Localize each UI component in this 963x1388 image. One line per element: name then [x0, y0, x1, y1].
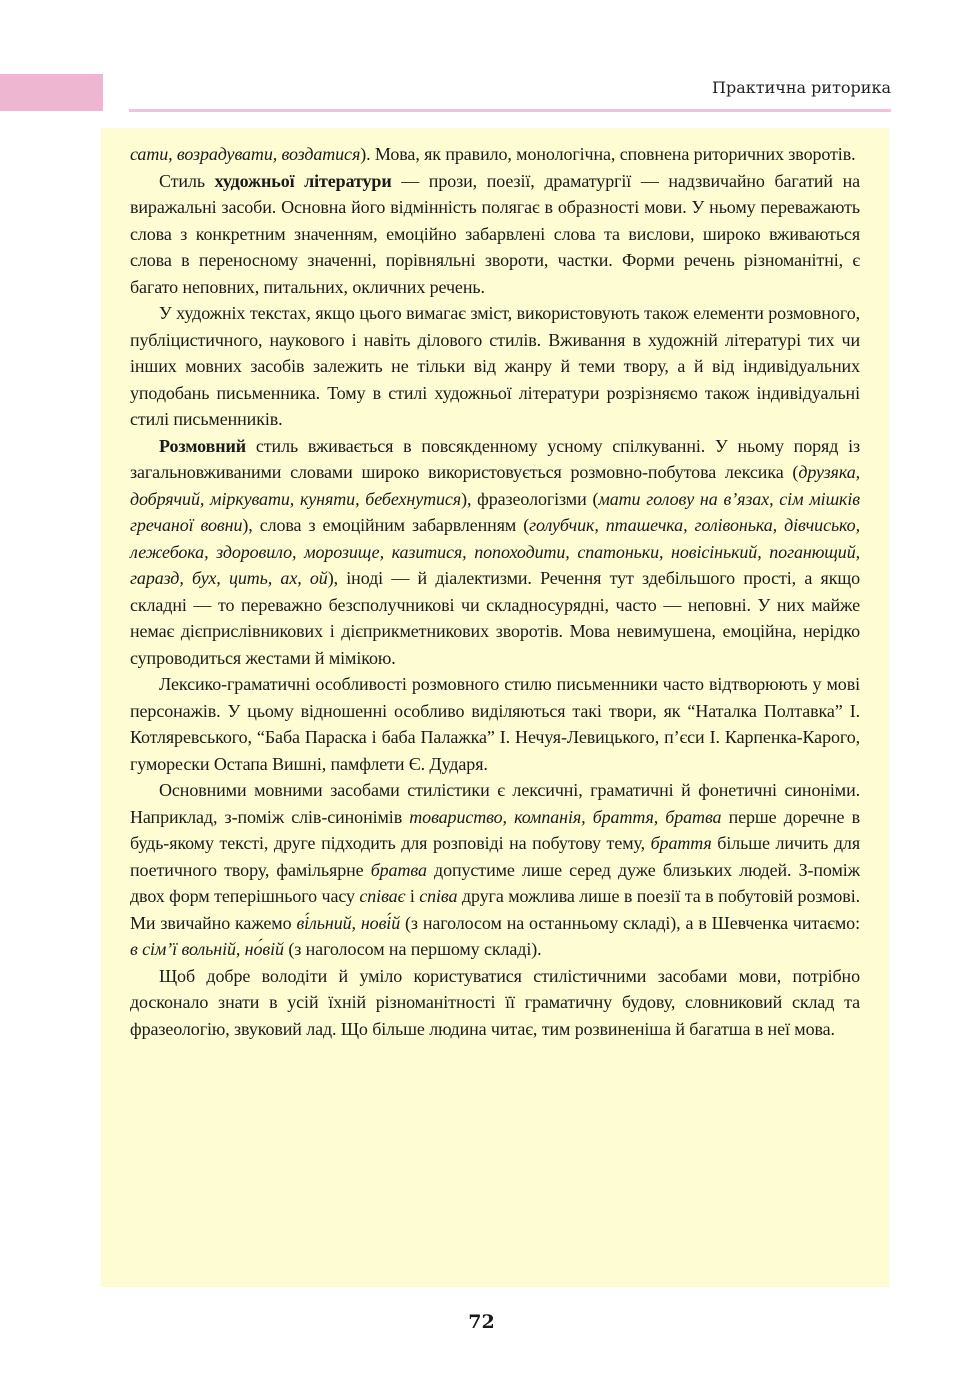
text-run: ), фразеологізми (: [461, 488, 599, 509]
text-run: (з наголосом на першому складі).: [283, 939, 542, 959]
text-run: ), слова з емоційним забарвленням (: [242, 515, 530, 535]
italic-example-text: товариство, компанія, браття, братва: [409, 806, 722, 827]
text-run: (з наголосом на останньому складі), а в Шевченка читаємо:: [400, 912, 860, 933]
italic-example-text: браття: [650, 833, 712, 853]
paragraph-4: [130, 433, 860, 672]
paragraph-7: [130, 963, 860, 1043]
page-number: 72: [468, 1311, 495, 1333]
text-run: Щоб добре володіти й уміло користуватися стилістичними засобами мови, потрібно досконало знати в усій їхній різноманітності її граматичну будову, словниковий склад та фразеологію, звуковий лад. Що більше людина читає, тим розвиненіша й багатша в неї мова.: [130, 965, 860, 1039]
italic-example-text: в сім’ї вольній, но́вій: [130, 939, 284, 959]
text-run: перше доречне в будь-якому тексті, друге підходить для розповіді на побутову тему,: [130, 806, 860, 853]
text-run: і: [405, 886, 420, 906]
paragraph-1: [130, 141, 860, 168]
bold-term: художньої літератури: [214, 170, 392, 191]
italic-example-text: голубчик, пташечка, голівонька, дівчисько, лежебока, здоровило, морозище, казитися, попоходити, спатоньки, новісінький, поганющий, гаразд, бух, цить, ах, ой: [130, 515, 860, 588]
text-run: друга можлива лише в поезії та в побутовій розмові. Ми звичайно кажемо: [130, 886, 860, 933]
paragraph-3: [130, 300, 860, 433]
text-run: ), іноді — й діалектизми. Речення тут здебільшого прості, а якщо складні — то переважно безсполучникові чи складносурядні, часто — неповні. У них майже немає дієприслівникових і дієприкметникових зворотів. Мова невимушена, емоційна, нерідко супроводиться жестами й мімікою.: [130, 568, 861, 668]
running-header-title: Практична риторика: [712, 78, 891, 97]
paragraph-2: [130, 168, 860, 301]
text-run: допустиме лише серед дуже близьких людей. З-поміж двох форм теперішнього часу: [130, 859, 860, 906]
text-run: — прози, поезії, драматургії — надзвичайно багатий на виражальні засоби. Основна його відмінність полягає в образності мови. У ньому переважають слова з конкретним значенням, емоційно забарвлені слова та вислови, широко вживаються слова в переносному значенні, порівняльні звороти, частки. Форми речень різноманітні, є багато неповних, питальних, окличних речень.: [130, 170, 861, 297]
paragraph-5: [130, 671, 860, 777]
text-run: ). Мова, як правило, монологічна, сповнена риторичних зворотів.: [360, 144, 856, 164]
text-run: Лексико-граматичні особливості розмовного стилю письменники часто відтворюють у мові персонажів. У цьому відношенні особливо виділяються такі твори, як “Наталка Полтавка” І. Котляревського, “Баба Параска і баба Палажка” І. Нечуя-Левицького, п’єси І. Карпенка-Карого, гуморески Остапа Вишні, памфлети Є. Дударя.: [130, 674, 860, 774]
body-text: [130, 141, 860, 1042]
text-run: Основними мовними засобами стилістики є лексичні, граматичні й фонетичні синоніми. Наприклад, з-поміж слів-синонімів: [130, 780, 860, 827]
text-run: У художніх текстах, якщо цього вимагає зміст, використовують також елементи розмовного, публіцистичного, наукового і навіть ділового стилів. Вживання в художній літературі тих чи інших мовних засобів залежить не тільки від жанру й теми твору, а й від індивідуальних уподобань письменника. Тому в стилі художньої літератури розрізняємо також індивідуальні стилі письменників.: [130, 303, 860, 429]
italic-example-text: співає: [359, 886, 406, 906]
italic-example-text: друзяка, добрячий, міркувати, куняти, бебехнутися: [130, 462, 860, 509]
italic-example-text: співа: [419, 886, 458, 906]
bold-term: Розмовний: [159, 435, 247, 456]
italic-example-text: мати голову на в’язах, сім мішків гречаної вовни: [130, 488, 860, 535]
chapter-color-tab: [0, 74, 103, 111]
paragraph-6: [130, 777, 860, 963]
text-run: більше личить для поетичного твору, фамільярне: [130, 833, 860, 880]
text-run: Стиль: [159, 170, 215, 191]
italic-example-text: сати, возрадувати, воздатися: [130, 144, 361, 164]
italic-example-text: братва: [370, 859, 427, 880]
text-run: стиль вживається в повсякденному усному спілкуванні. У ньому поряд із загальновживаними словами широко використовується розмовно-побутова лексика (: [130, 435, 860, 482]
italic-example-text: ві́льний, нові́й: [296, 912, 401, 933]
header-rule: [129, 109, 891, 112]
